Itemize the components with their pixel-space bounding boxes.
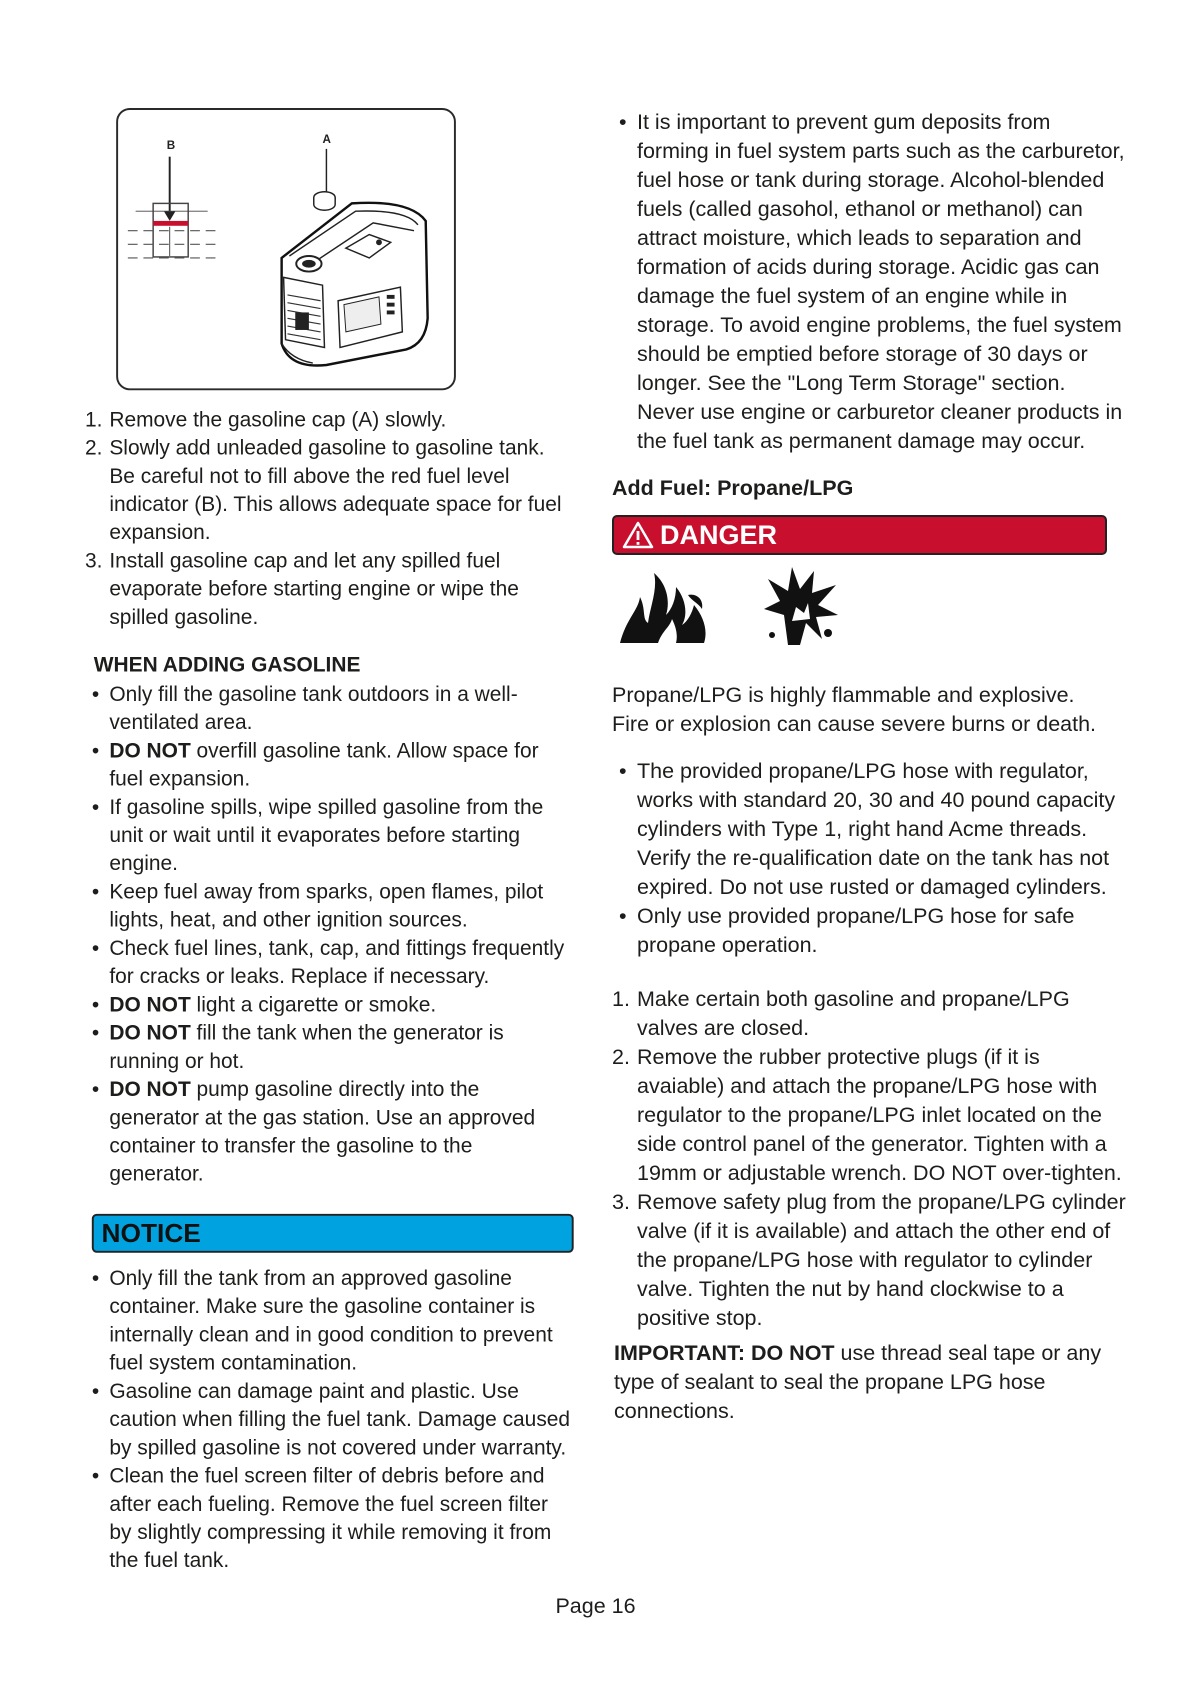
list-item: • Gasoline can damage paint and plastic. Use caution when filling the fuel tank. Damage caused by spilled gasoline is not covered under warranty. <box>91 1379 571 1460</box>
fuel-fill-illustration <box>116 108 456 390</box>
when-adding-gasoline-heading: WHEN ADDING GASOLINE <box>93 653 361 677</box>
list-item: 1. Make certain both gasoline and propane/LPG valves are closed. <box>612 987 1070 1040</box>
list-item: • DO NOT overfill gasoline tank. Allow space for fuel expansion. <box>91 738 539 791</box>
gasoline-steps <box>85 406 572 632</box>
notice-list <box>85 1264 572 1575</box>
list-item: • Only fill the gasoline tank outdoors in a well-ventilated area. <box>91 682 518 734</box>
hazard-line: Propane/LPG is highly flammable and explosive. <box>612 683 1075 707</box>
important-note: IMPORTANT: DO NOT use thread seal tape or any type of sealant to seal the propane LPG hose connections. <box>614 1341 1102 1423</box>
list-item: 2. Remove the rubber protective plugs (if it is avaiable) and attach the propane/LPG hose with regulator to the propane/LPG inlet located on the side control panel of the generator. Tighten with a 19mm or adjustable wrench. DO NOT over-tighten. <box>612 1045 1122 1185</box>
list-item: • Check fuel lines, tank, cap, and fittings frequently for cracks or leaks. Replace if necessary. <box>91 936 565 989</box>
list-item: • The provided propane/LPG hose with regulator, works with standard 20, 30 and 40 pound capacity cylinders with Type 1, right hand Acme threads. Verify the re-qualification date on the tank has not expired. Do not use rusted or damaged cylinders. <box>619 759 1116 899</box>
explosion-hazard-icon <box>760 565 840 647</box>
propane-heading: Add Fuel: Propane/LPG <box>612 476 854 500</box>
list-item: • Keep fuel away from sparks, open flames, pilot lights, heat, and other ignition sources. <box>91 879 544 932</box>
left-column <box>85 108 572 1575</box>
list-item: • It is important to prevent gum deposits from forming in fuel system parts such as the carburetor, fuel hose or tank during storage. Alcohol-blended fuels (called gasohol, ethanol or methanol) can attract moisture, which leads to separation and formation of acids during storage. Acidic gas can damage the fuel system of an engine while in storage. To avoid engine problems, the fuel system should be emptied before storage of 30 days or longer. See the "Long Term Storage" section. Never use engine or carburetor cleaner products in the fuel tank as permanent damage may occur. <box>619 110 1125 453</box>
generator-fuel-illustration <box>118 110 458 392</box>
notice-banner: NOTICE <box>92 1214 574 1253</box>
hazard-statement <box>612 681 1127 739</box>
propane-steps <box>612 985 1127 1333</box>
list-item: • Only fill the tank from an approved gasoline container. Make sure the gasoline container is internally clean and in good condition to prevent fuel system contamination. <box>91 1266 553 1375</box>
hazard-symbols <box>612 555 1127 671</box>
label-b: B <box>166 138 176 152</box>
list-item: • Only use provided propane/LPG hose for safe propane operation. <box>619 904 1075 957</box>
page-number: Page 16 <box>555 1594 636 1618</box>
list-item: 3. Install gasoline cap and let any spilled fuel evaporate before starting engine or wipe the spilled gasoline. <box>85 548 519 629</box>
list-item: 2. Slowly add unleaded gasoline to gasoline tank. Be careful not to fill above the red fuel level indicator (B). This allows adequate space for fuel expansion. <box>85 436 562 545</box>
storage-note-list <box>612 108 1127 456</box>
list-item: • DO NOT pump gasoline directly into the generator at the gas station. Use an approved container to transfer the gasoline to the generator. <box>91 1077 536 1186</box>
list-item: • Clean the fuel screen filter of debris before and after each fueling. Remove the fuel screen filter by slightly compressing it while removing it from the fuel tank. <box>91 1464 552 1573</box>
list-item: • DO NOT fill the tank when the generator is running or hot. <box>91 1021 504 1073</box>
fire-hazard-icon <box>618 569 716 645</box>
list-item: • If gasoline spills, wipe spilled gasoline from the unit or wait until it evaporates before starting engine. <box>91 795 544 876</box>
danger-banner <box>612 515 1107 555</box>
list-item: • DO NOT light a cigarette or smoke. <box>91 992 437 1017</box>
label-a: A <box>322 133 331 147</box>
hazard-line: Fire or explosion can cause severe burns or death. <box>612 712 1097 736</box>
right-column <box>612 108 1127 1426</box>
warning-triangle-icon <box>622 521 654 549</box>
propane-notes-list <box>612 757 1127 960</box>
list-item: 1. Remove the gasoline cap (A) slowly. <box>85 407 447 432</box>
gasoline-warnings-list <box>85 680 572 1188</box>
danger-label: DANGER <box>660 519 778 550</box>
list-item: 3. Remove safety plug from the propane/LPG cylinder valve (if it is available) and attach the other end of the propane/LPG hose with regulator to cylinder valve. Tighten the nut by hand clockwise to a positive stop. <box>612 1190 1126 1330</box>
